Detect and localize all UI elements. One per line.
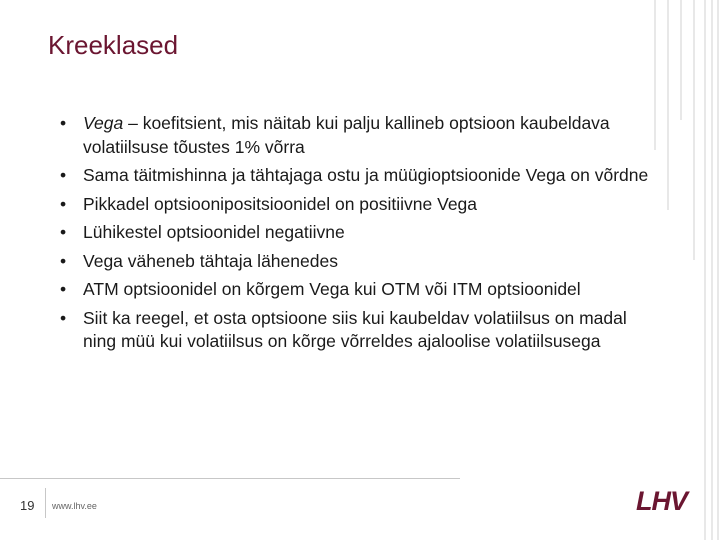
bullet-marker: • xyxy=(60,279,67,299)
bullet-text: Pikkadel optsioonipositsioonidel on positiivne Vega xyxy=(83,193,478,214)
bullet-text: Vega väheneb tähtaja lähenedes xyxy=(83,250,338,271)
bullet-text: Sama täitmishinna ja tähtajaga ostu ja müügioptsioonide Vega on võrdne xyxy=(83,165,649,185)
bullet-text: koefitsient, mis näitab kui palju kallineb optsioon kaubeldava volatiilsuse tõustes 1% võrra xyxy=(83,113,610,157)
bullet-item xyxy=(60,250,660,274)
footer-separator xyxy=(45,488,46,518)
lhv-logo: LHV xyxy=(636,486,687,516)
bullet-text: ATM optsioonidel on kõrgem Vega kui OTM või ITM optsioonidel xyxy=(83,279,581,299)
bullet-marker: • xyxy=(60,165,67,185)
bullet-item xyxy=(60,164,660,188)
bullet-item xyxy=(60,307,660,354)
bullet-marker: • xyxy=(60,193,67,214)
bullet-text: Siit ka reegel, et osta optsioone siis kui kaubeldav volatiilsus on madal ning müü kui volatiilsus on kõrge võrreldes ajaloolise volatiilsusega xyxy=(83,307,627,351)
slide-title: Kreeklased xyxy=(48,30,179,60)
bullet-text: Lühikestel optsioonidel negatiivne xyxy=(83,222,345,242)
bullet-list xyxy=(60,112,660,359)
bullet-item xyxy=(60,193,660,217)
footer-url[interactable]: www.lhv.ee xyxy=(52,501,97,511)
bullet-marker: • xyxy=(60,222,67,242)
bullet-dash: – xyxy=(123,113,143,133)
bullet-marker: • xyxy=(60,250,67,271)
footer-divider xyxy=(0,478,460,479)
bullet-item xyxy=(60,221,660,245)
page-number: 19 xyxy=(20,498,35,513)
bullet-marker: • xyxy=(60,113,67,133)
bullet-item xyxy=(60,112,660,159)
bullet-item xyxy=(60,278,660,302)
bullet-marker: • xyxy=(60,307,67,328)
bullet-term: Vega xyxy=(83,113,124,133)
